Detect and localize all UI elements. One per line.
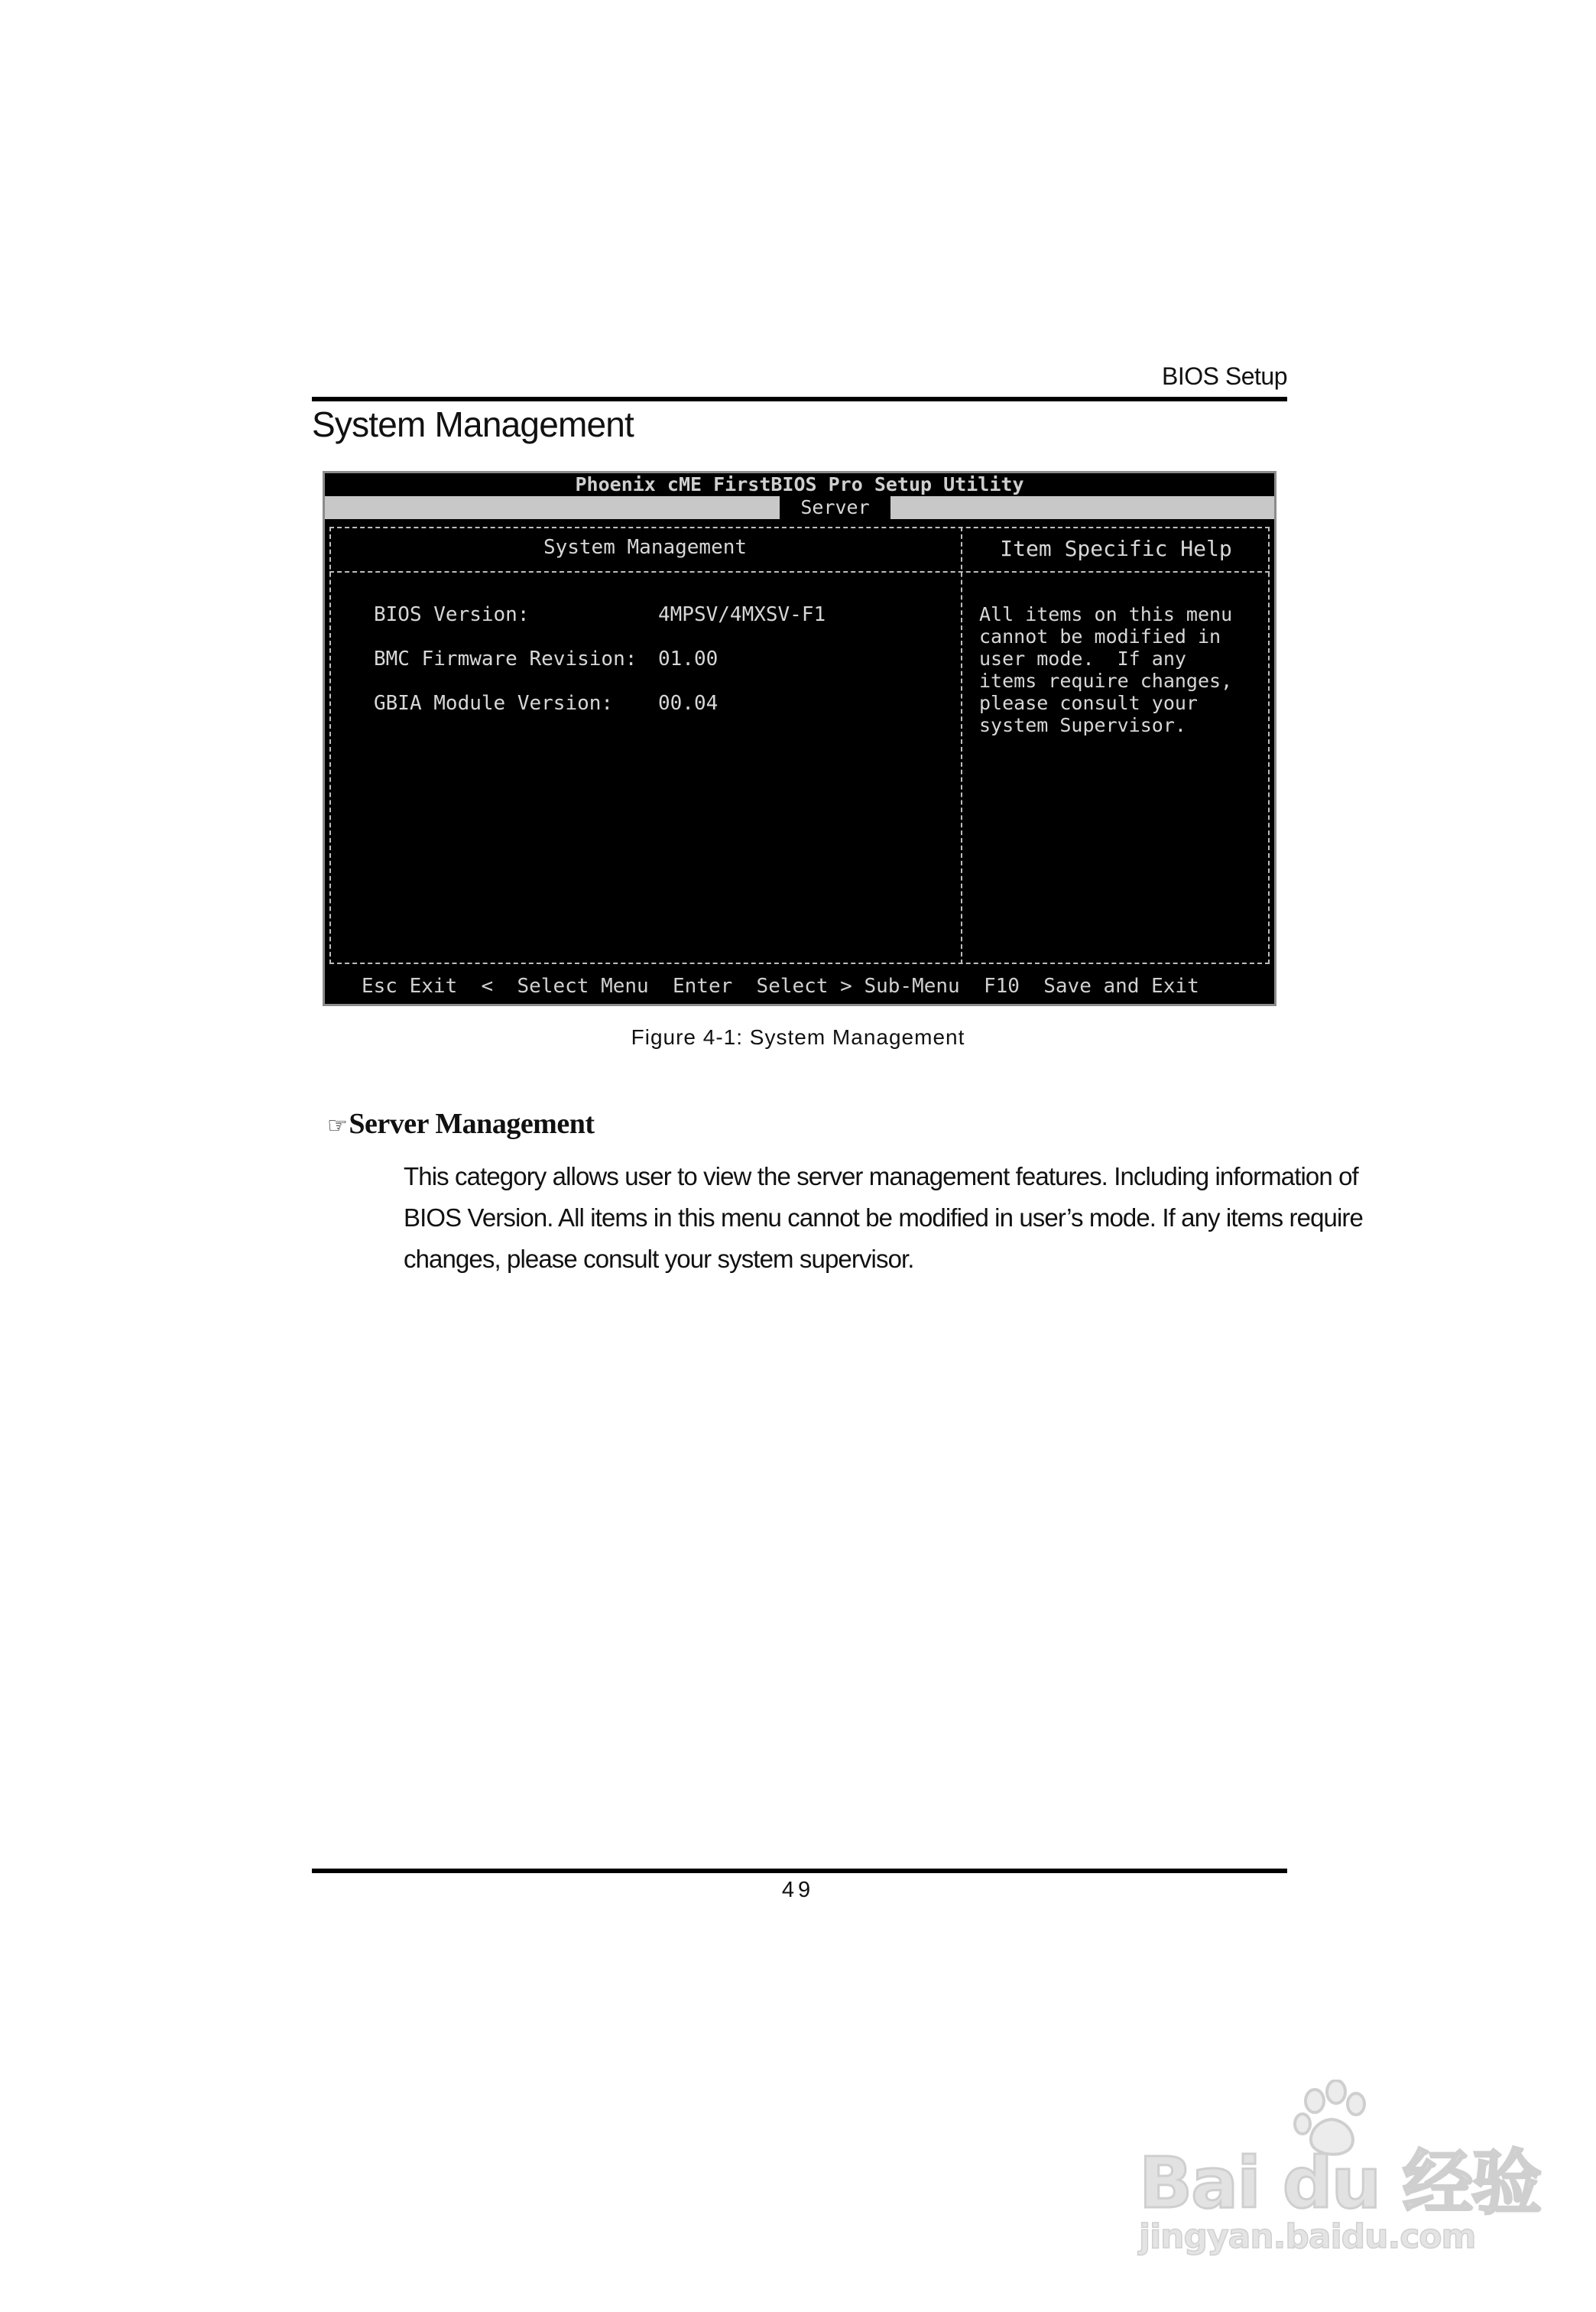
bios-help-line: user mode. If any [979,648,1186,670]
bios-screenshot [323,471,1276,1006]
bios-frame [329,527,1270,964]
bios-utility-title: Phoenix cME FirstBIOS Pro Setup Utility [325,473,1274,496]
bios-help-line: cannot be modified in [979,625,1221,648]
bios-row-value: 01.00 [658,648,719,671]
watermark-brand: Bai du 经验 [1139,2142,1541,2224]
bios-help-text [979,603,1254,736]
bios-help-title: Item Specific Help [1000,536,1232,561]
bios-tab-server: Server [780,496,890,519]
bios-header-divider [329,571,1270,573]
bios-key-legend: Esc Exit < Select Menu Enter Select > Sub-Menu F10 Save and Exit [362,975,1199,998]
bios-row-label: BIOS Version: [374,603,530,626]
subsection-title: Server Management [349,1108,595,1140]
bios-row-label: GBIA Module Version: [374,692,614,715]
running-header: BIOS Setup [1162,362,1287,390]
body-paragraph [404,1156,1363,1280]
bios-panel-title: System Management [543,536,748,559]
baidu-watermark [1139,2080,1541,2263]
subsection-heading [327,1107,595,1141]
body-line: changes, please consult your system supervisor. [404,1245,914,1273]
bios-row-bmc-firmware [374,648,718,671]
bios-row-label: BMC Firmware Revision: [374,648,637,671]
bios-row-bios-version [374,603,826,626]
bios-column-divider [961,527,962,964]
figure-caption: Figure 4-1: System Management [631,1025,965,1049]
bios-help-line: system Supervisor. [979,714,1186,736]
bios-help-line: please consult your [979,692,1198,714]
bios-menu-bar [325,496,1274,519]
body-line: BIOS Version. All items in this menu cannot be modified in user’s mode. If any items require [404,1203,1363,1232]
footer-rule [312,1869,1287,1873]
section-title: System Management [312,404,634,444]
header-rule [312,397,1287,401]
bios-row-value: 4MPSV/4MXSV-F1 [658,603,826,626]
bios-row-value: 00.04 [658,692,719,715]
bios-help-line: All items on this menu [979,603,1233,625]
bios-row-gbia-module [374,692,718,715]
bios-help-line: items require changes, [979,670,1233,692]
pointing-hand-icon: ☞ [327,1112,348,1139]
page-number: 49 [781,1878,815,1902]
watermark-url: jingyan.baidu.com [1139,2217,1476,2256]
body-line: This category allows user to view the server management features. Including information of [404,1162,1358,1190]
